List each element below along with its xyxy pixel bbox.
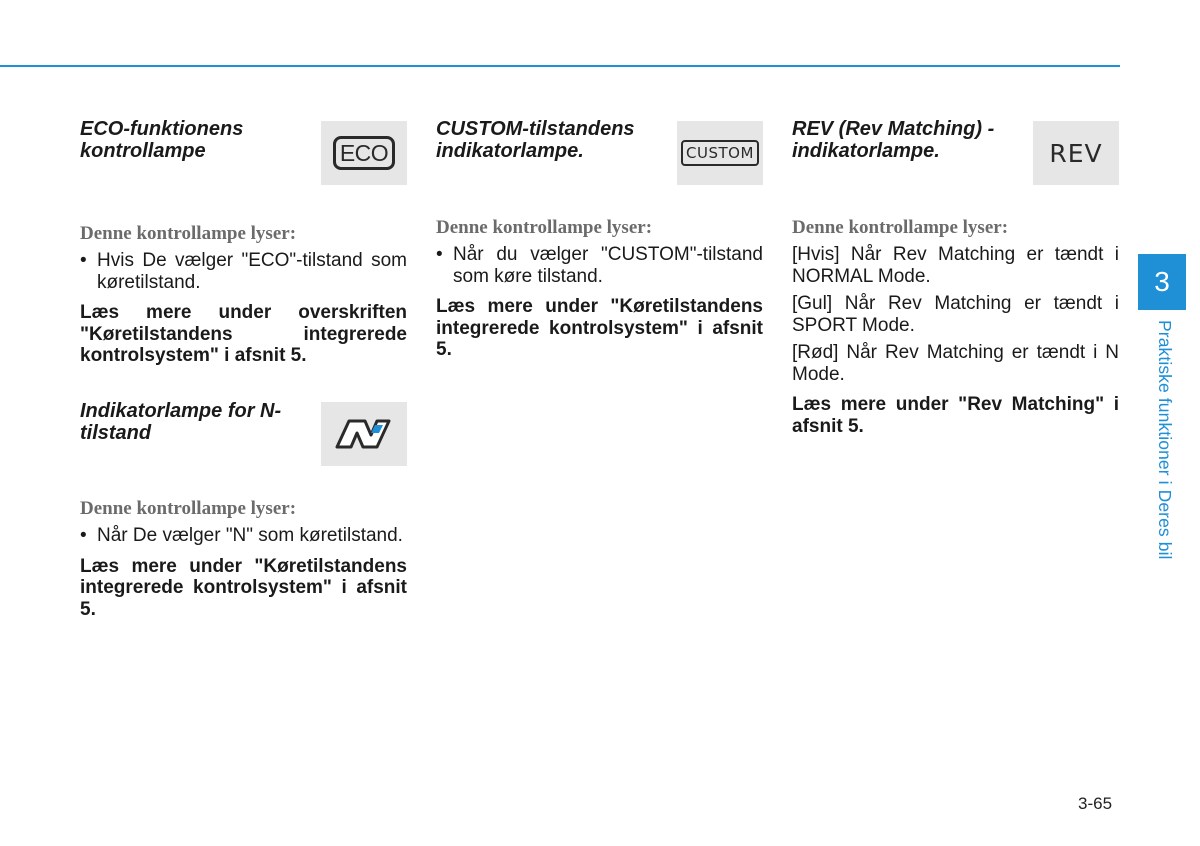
- custom-subheading: Denne kontrollampe lyser:: [436, 217, 653, 238]
- rev-note: Læs mere under "Rev Matching" i afsnit 5.: [792, 394, 1119, 437]
- custom-bullet: [436, 244, 763, 287]
- eco-subheading: Denne kontrollampe lyser:: [80, 223, 297, 244]
- bullet-dot: •: [436, 244, 443, 265]
- eco-icon-box: [321, 121, 407, 185]
- page-number: 3-65: [1078, 794, 1113, 813]
- n-mode-heading: Indikatorlampe for N-tilstand: [80, 400, 282, 444]
- n-mode-subheading: Denne kontrollampe lyser:: [80, 498, 297, 519]
- rev-line-n: [Rød] Når Rev Matching er tændt i N Mode.: [792, 342, 1119, 385]
- n-mode-body: [80, 525, 407, 626]
- chapter-number-tab: 3: [1138, 254, 1186, 310]
- custom-icon-text: CUSTOM: [686, 144, 754, 162]
- chapter-title: Praktiske funktioner i Deres bil: [1155, 320, 1175, 560]
- eco-bullet: [80, 250, 407, 293]
- eco-heading: ECO-funktionens kontrollampe: [80, 118, 244, 162]
- eco-body: [80, 250, 407, 373]
- n-mode-bullet: [80, 525, 407, 547]
- eco-note: Læs mere under overskriften "Køretilstandens integrerede kontrolsystem" i afsnit 5.: [80, 302, 407, 366]
- eco-indicator-icon: [333, 136, 395, 170]
- n-mode-icon-box: [321, 402, 407, 466]
- n-mode-indicator-icon: [329, 417, 399, 451]
- bullet-dot: •: [80, 525, 87, 546]
- rev-indicator-icon: REV: [1049, 138, 1103, 168]
- eco-bullet-text: Hvis De vælger "ECO"-tilstand som køretilstand.: [97, 250, 407, 293]
- rev-line-normal: [Hvis] Når Rev Matching er tændt i NORMAL Mode.: [792, 244, 1119, 287]
- rev-subheading: Denne kontrollampe lyser:: [792, 217, 1009, 238]
- rev-body: [792, 244, 1119, 443]
- custom-note: Læs mere under "Køretilstandens integrerede kontrolsystem" i afsnit 5.: [436, 296, 763, 360]
- rev-line-sport: [Gul] Når Rev Matching er tændt i SPORT Mode.: [792, 293, 1119, 336]
- top-rule: [0, 65, 1120, 67]
- custom-icon-box: [677, 121, 763, 185]
- n-mode-bullet-text: Når De vælger "N" som køretilstand.: [97, 525, 403, 546]
- custom-heading: CUSTOM-tilstandens indikatorlampe.: [436, 118, 635, 162]
- custom-indicator-icon: [681, 140, 759, 166]
- bullet-dot: •: [80, 250, 87, 271]
- rev-icon-box: [1033, 121, 1119, 185]
- eco-icon-text: ECO: [339, 139, 389, 166]
- custom-bullet-text: Når du vælger "CUSTOM"-tilstand som køre tilstand.: [453, 244, 763, 287]
- custom-body: [436, 244, 763, 367]
- rev-heading: REV (Rev Matching) - indikatorlampe.: [792, 118, 995, 162]
- n-mode-note: Læs mere under "Køretilstandens integrerede kontrolsystem" i afsnit 5.: [80, 555, 407, 620]
